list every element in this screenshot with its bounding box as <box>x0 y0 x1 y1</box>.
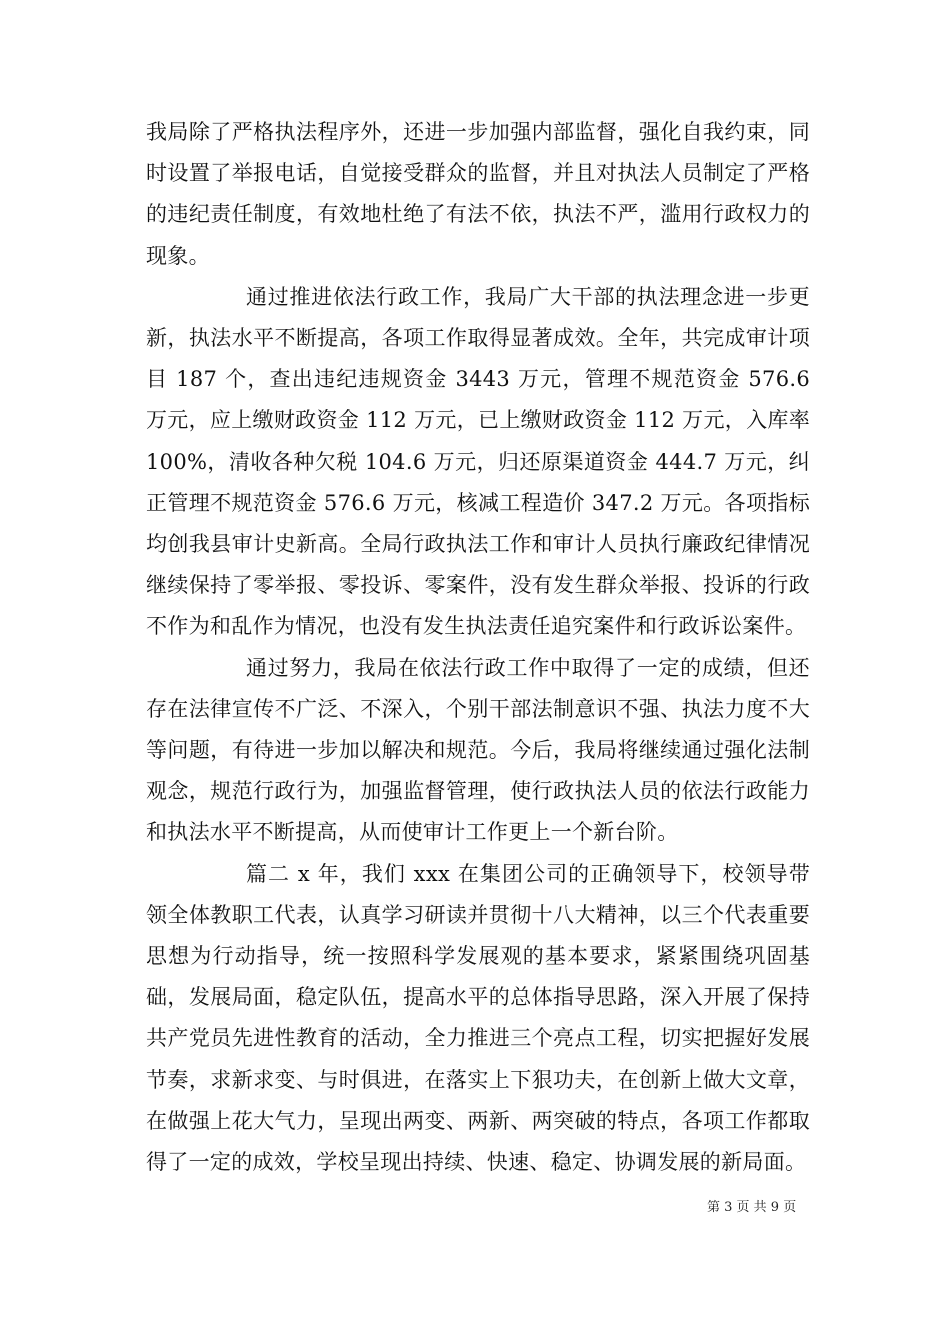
page-number-footer: 第 3 页 共 9 页 <box>707 1200 797 1215</box>
document-body <box>146 112 810 1183</box>
paragraph-1: 我局除了严格执法程序外，还进一步加强内部监督，强化自我约束，同时设置了举报电话，自觉接受群众的监督，并且对执法人员制定了严格的违纪责任制度，有效地杜绝了有法不依，执法不严，滥用行政权力的现象。 <box>146 120 810 268</box>
paragraph-3: 通过努力，我局在依法行政工作中取得了一定的成绩，但还存在法律宣传不广泛、不深入，个别干部法制意识不强、执法力度不大等问题，有待进一步加以解决和规范。今后，我局将继续通过强化法制观念，规范行政行为，加强监督管理，使行政执法人员的依法行政能力和执法水平不断提高，从而使审计工作更上一个新台阶。 <box>146 655 810 845</box>
paragraph-2: 通过推进依法行政工作，我局广大干部的执法理念进一步更新，执法水平不断提高，各项工作取得显著成效。全年，共完成审计项目 187 个，查出违纪违规资金 3443 万元，管理不规范资金 576.6 万元，应上缴财政资金 112 万元，已上缴财政资金 112 万元，入库率 100%，清收各种欠税 104.6 万元，归还原渠道资金 444.7 万元，纠正管理不规范资金 576.6 万元，核减工程造价 347.2 万元。各项指标均创我县审计史新高。全局行政执法工作和审计人员执行廉政纪律情况继续保持了零举报、零投诉、零案件，没有发生群众举报、投诉的行政不作为和乱作为情况，也没有发生执法责任追究案件和行政诉讼案件。 <box>146 284 810 639</box>
paragraph-4: 篇二 x 年，我们 xxx 在集团公司的正确领导下，校领导带领全体教职工代表，认真学习研读并贯彻十八大精神，以三个代表重要思想为行动指导，统一按照科学发展观的基本要求，紧紧围绕巩固基础，发展局面，稳定队伍，提高水平的总体指导思路，深入开展了保持共产党员先进性教育的活动，全力推进三个亮点工程，切实把握好发展节奏，求新求变、与时俱进，在落实上下狠功夫，在创新上做大文章，在做强上花大气力，呈现出两变、两新、两突破的特点，各项工作都取得了一定的成效，学校呈现出持续、快速、稳定、协调发展的新局面。 <box>146 861 810 1175</box>
